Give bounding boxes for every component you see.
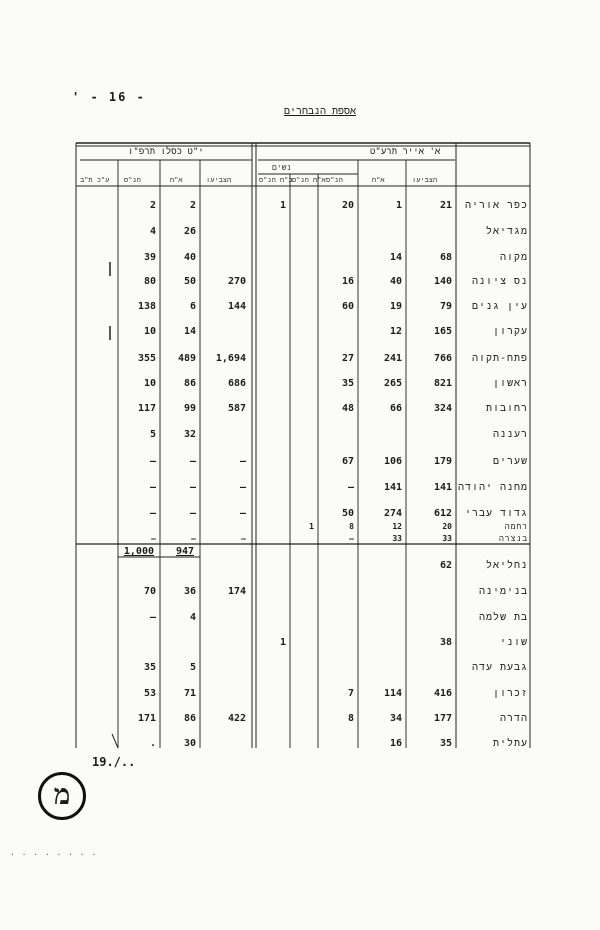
table-cell: 66 [389,403,402,414]
row-name: הדרה [499,713,528,724]
column-header: הנ"ס [326,176,343,184]
table-cell: – [347,482,354,493]
row-name: עין גנים [471,301,528,312]
table-cell: 26 [183,226,196,237]
group-header-left: י"ט כסלו תרפ"ו [128,147,204,157]
table-cell: 766 [433,353,452,364]
table-cell: 2 [189,200,196,211]
table-cell: 30 [183,738,196,749]
table-cell: – [189,508,196,519]
table-cell: – [349,534,354,543]
margin-dots: · · · · · · · · [10,850,98,859]
table-cell: 12 [389,326,402,337]
table-cell: 5 [189,662,196,673]
row-name: עתלית [492,738,528,749]
row-name: עקרון [492,326,528,337]
table-cell: 67 [341,456,354,467]
table-cell: 4 [149,226,156,237]
table-cell: 4 [189,612,196,623]
table-cell: 10 [143,326,156,337]
table-cell: 20 [442,522,452,531]
column-header: א"ח [372,176,385,184]
row-name: פתח-תקוה [471,353,528,364]
table-cell: 1,694 [215,353,246,364]
row-name: רעננה [492,429,528,440]
table-cell: 39 [143,252,156,263]
table-cell: 241 [383,353,402,364]
table-cell: 48 [341,403,354,414]
row-name: רחובות [485,403,528,414]
table-cell: – [239,482,246,493]
table-cell: 141 [383,482,402,493]
table-cell: 114 [383,688,402,699]
table-cell: 33 [442,534,452,543]
table-cell: 10 [143,378,156,389]
table-cell: 50 [341,508,354,519]
row-name: שוני [499,637,528,648]
table-cell: – [149,482,156,493]
column-header: א"ח הנ"ס [292,176,326,184]
table-cell: 27 [341,353,354,364]
row-name: כפר אוריה [464,200,528,211]
table-cell: 20 [341,200,354,211]
table-cell: 71 [183,688,196,699]
subgroup-header: נשים [272,163,292,172]
archive-stamp: מ [38,772,86,820]
table-cell: 12 [392,522,402,531]
table-cell: 416 [433,688,452,699]
subtotal-cell: 1,000 [123,546,154,557]
table-cell: 32 [183,429,196,440]
table-cell: 79 [439,301,452,312]
table-cell: 38 [439,637,452,648]
group-header-right: א' אייר תרע"ט [370,147,441,157]
table-cell: 1 [309,522,314,531]
table-cell: 5 [149,429,156,440]
column-header: הצביעו [206,176,232,184]
row-name: מקוה [499,252,528,263]
table-cell: 6 [189,301,196,312]
table-cell: 1 [279,637,286,648]
table-cell: 36 [183,586,196,597]
page-number: ' - 16 - [72,90,146,104]
row-name: רחמה [504,522,528,531]
table-cell: 35 [341,378,354,389]
table-cell: 35 [439,738,452,749]
table-cell: 117 [137,403,156,414]
table-cell: 821 [433,378,452,389]
table-cell: – [149,612,156,623]
row-name: גבעת עדה [471,662,528,673]
row-name: נס ציונה [471,276,528,287]
table-cell: 2 [149,200,156,211]
column-header: ע"כ ת"ב [80,176,110,184]
table-cell: – [191,534,196,543]
row-name: בנימינה [478,586,528,597]
table-cell: 86 [183,378,196,389]
table-cell: 33 [392,534,402,543]
table-cell: 40 [389,276,402,287]
table-cell: 1 [279,200,286,211]
table-cell: 355 [137,353,156,364]
table-cell: 265 [383,378,402,389]
table-cell: 70 [143,586,156,597]
row-name: גדוד עברי [464,508,528,519]
table-cell: – [149,456,156,467]
table-cell: – [151,534,156,543]
table-cell: 7 [347,688,354,699]
table-cell: 165 [433,326,452,337]
table-cell: 179 [433,456,452,467]
table-cell: 35 [143,662,156,673]
table-cell: 422 [227,713,246,724]
column-header: א"ח [170,176,183,184]
table-cell: 80 [143,276,156,287]
column-header: הנ"ס [124,176,141,184]
table-cell: 62 [439,560,452,571]
row-name: נחליאל [485,560,528,571]
row-name: שערים [492,456,528,467]
row-name: מגדיאל [485,226,528,237]
row-name: מחנה יהודה [457,482,528,493]
table-cell: 270 [227,276,246,287]
table-cell: 138 [137,301,156,312]
table-cell: 274 [383,508,402,519]
table-cell: 177 [433,713,452,724]
table-cell: 50 [183,276,196,287]
table-cell: 324 [433,403,452,414]
table-cell: 8 [349,522,354,531]
table-cell: 34 [389,713,402,724]
table-cell: 16 [389,738,402,749]
table-cell: 21 [439,200,452,211]
row-name: בת שלמה [478,612,528,623]
table-cell: 14 [183,326,196,337]
table-cell: 60 [341,301,354,312]
table-cell: 1 [395,200,402,211]
table-cell: 40 [183,252,196,263]
table-cell: 141 [433,482,452,493]
table-cell: 106 [383,456,402,467]
row-name: בנצרה [498,534,528,543]
table-cell: 174 [227,586,246,597]
column-header: הצביעו [412,176,438,184]
table-cell: 68 [439,252,452,263]
table-cell: 171 [137,713,156,724]
table-cell: 53 [143,688,156,699]
table-cell: – [239,508,246,519]
table-cell: 86 [183,713,196,724]
table-cell: 612 [433,508,452,519]
table-cell: – [149,508,156,519]
table-cell: 587 [227,403,246,414]
table-cell: 489 [177,353,196,364]
table-cell: 144 [227,301,246,312]
table-cell: 16 [341,276,354,287]
row-name: ראשון [492,378,528,389]
table-cell: – [189,482,196,493]
table-cell: 8 [347,713,354,724]
row-name: זכרון [492,688,528,699]
table-cell: – [241,534,246,543]
table-cell: 19 [389,301,402,312]
subtotal-cell: 947 [175,546,194,557]
table-cell: 140 [433,276,452,287]
table-cell: – [239,456,246,467]
table-cell: 99 [183,403,196,414]
table-cell: – [189,456,196,467]
table-cell: . [149,738,156,749]
document-title: אספת הנבחרים [283,106,357,117]
table-cell: 14 [389,252,402,263]
column-header: ב"ח הנ"ס [259,176,293,184]
table-cell: 686 [227,378,246,389]
footer-reference: 19./.. [92,755,136,769]
